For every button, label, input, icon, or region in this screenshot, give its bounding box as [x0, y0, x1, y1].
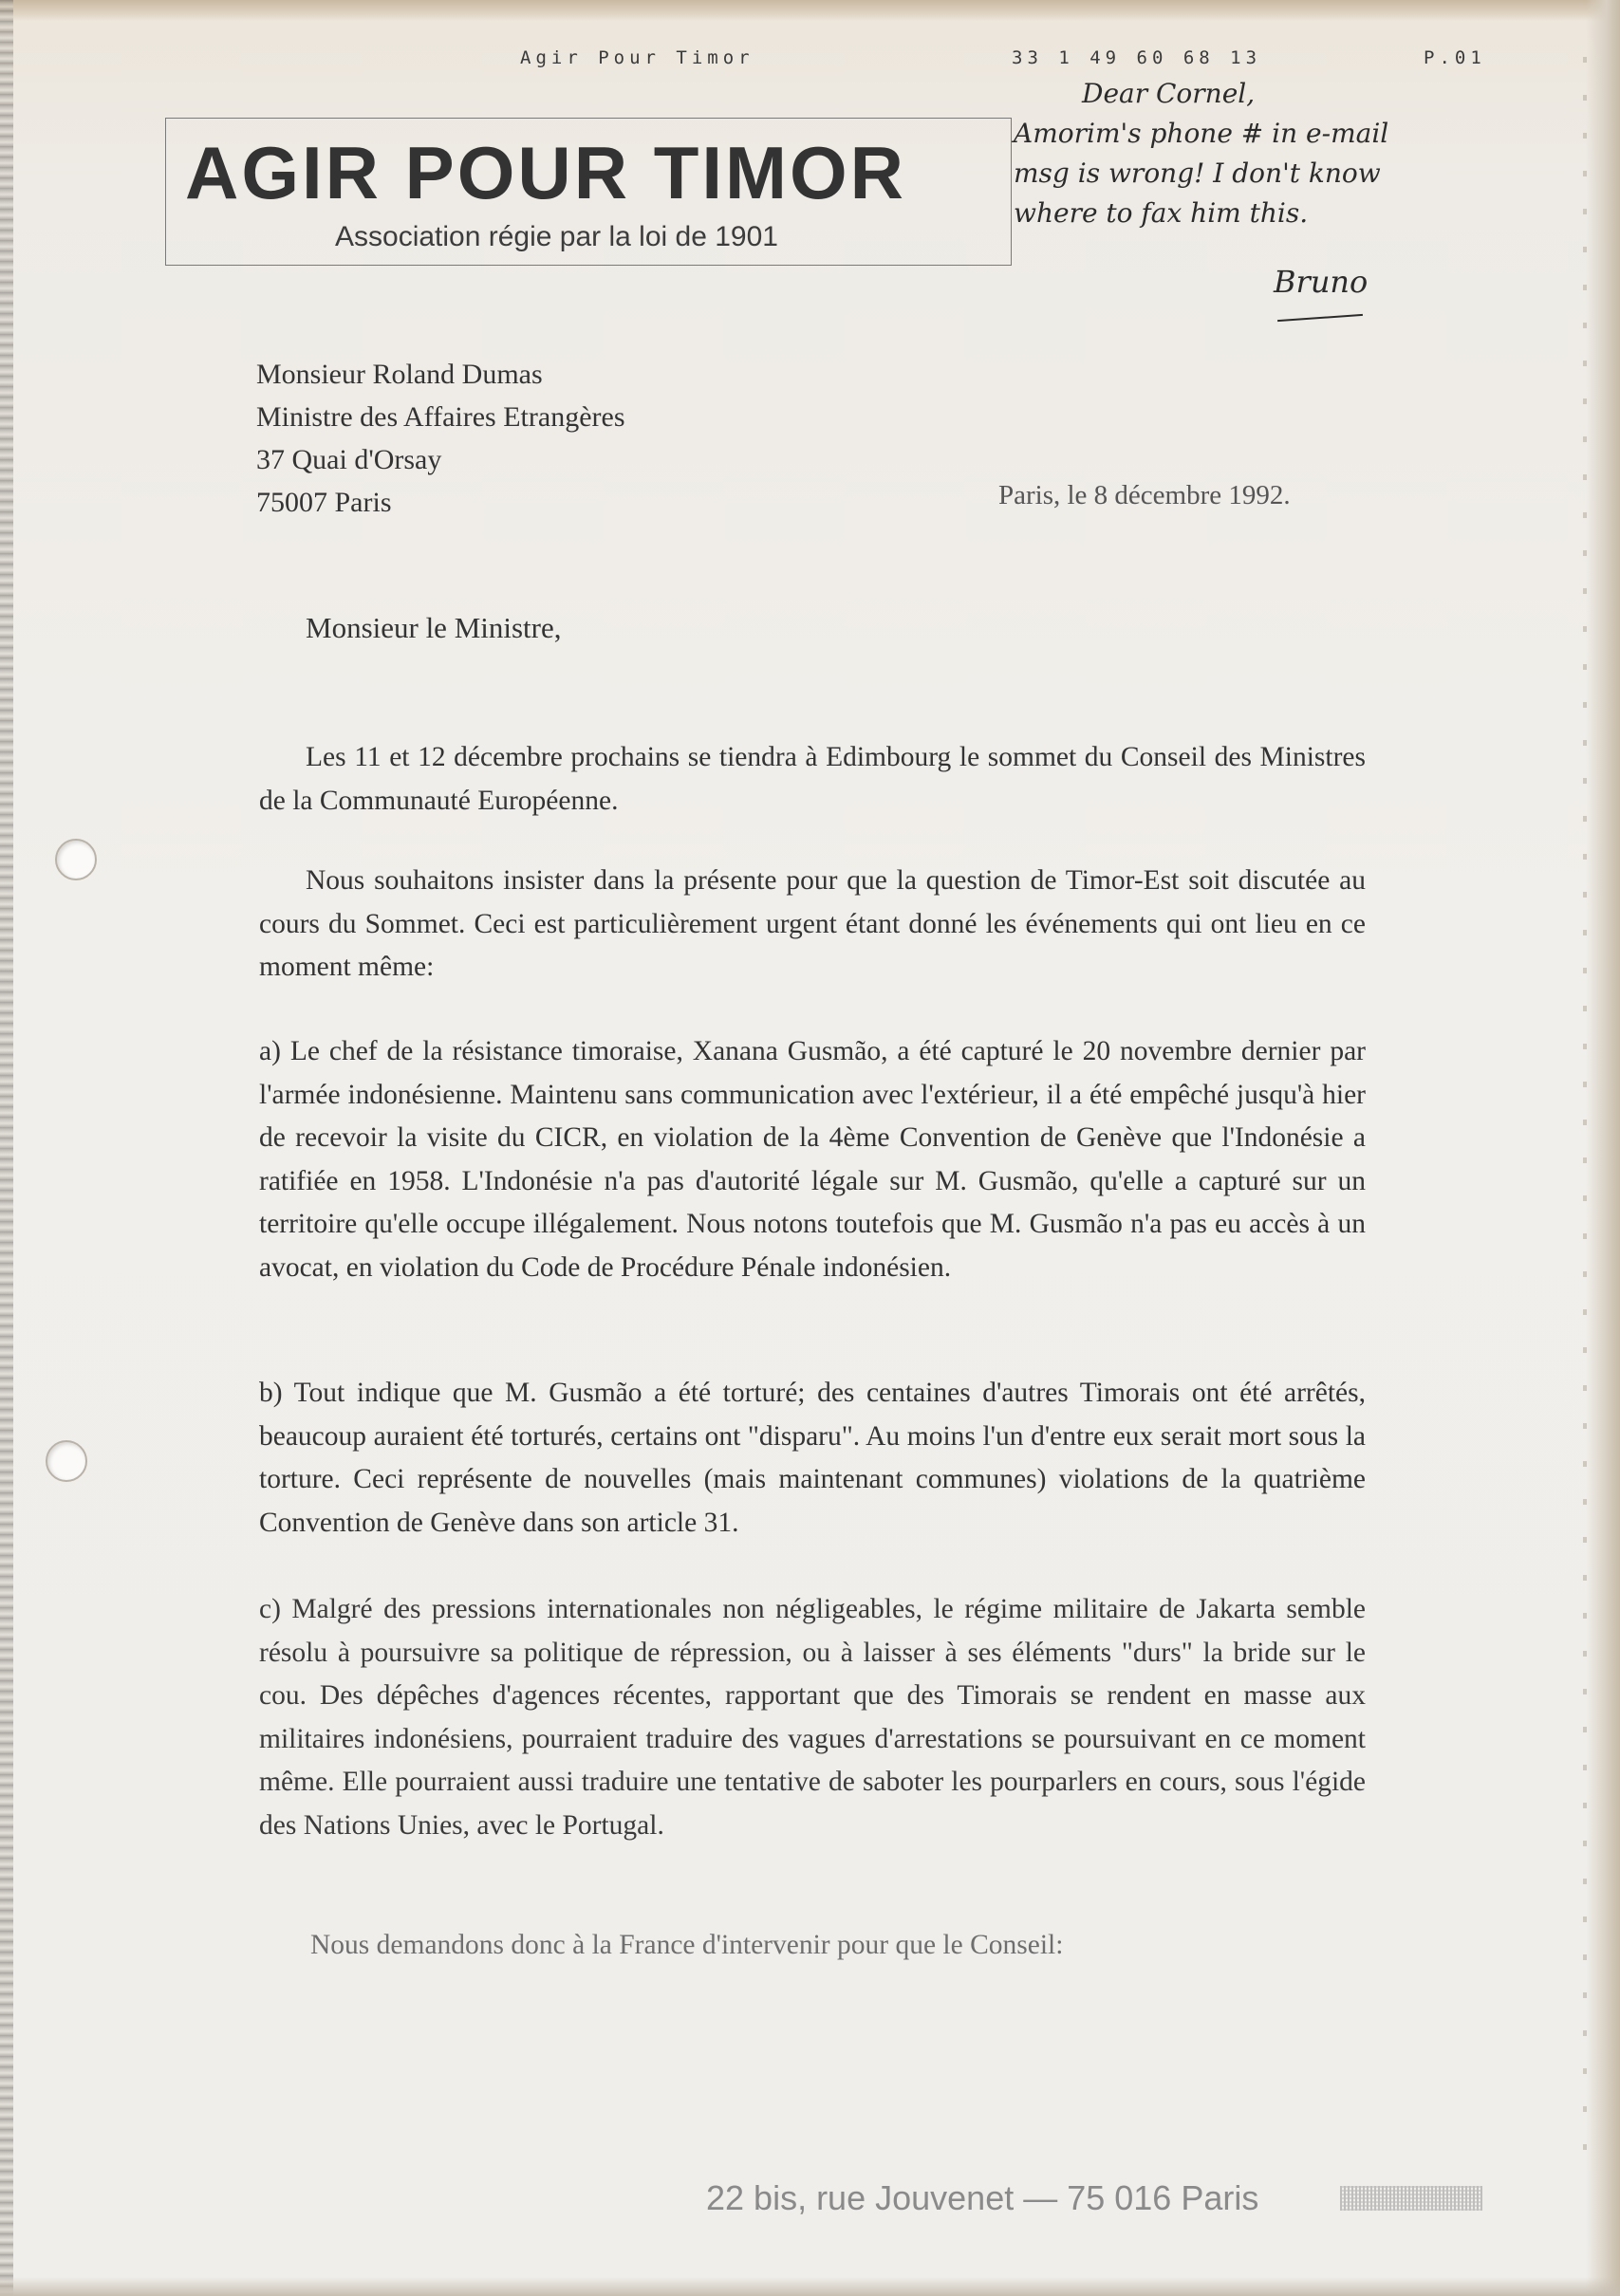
recipient-address — [256, 353, 826, 524]
handwritten-line: Dear Cornel, — [1082, 78, 1256, 109]
footer-address: 22 bis, rue Jouvenet — 75 016 Paris — [706, 2178, 1259, 2217]
letterhead-box — [165, 118, 1012, 266]
punch-hole-lower — [46, 1440, 87, 1482]
recipient-line: Ministre des Affaires Etrangères — [256, 401, 625, 433]
body-paragraph-final: Nous demandons donc à la France d'intervenir pour que le Conseil: — [310, 1930, 1064, 1960]
body-paragraph-a: a) Le chef de la résistance timoraise, Xanana Gusmão, a été capturé le 20 novembre dernier par l'armée indonésienne. Maintenu sans communication avec l'extérieur, il a été empêché jusqu'à hier de recevoir la visite du CICR, en violation de la 4ème Convention de Genève que l'Indonésie a ratifiée en 1958. L'Indonésie n'a pas d'autorité légale sur M. Gusmão, qu'elle a capturé sur un territoire qu'elle occupe illégalement. Nous notons toutefois que M. Gusmão n'a pas eu accès à un avocat, en violation du Code de Procédure Pénale indonésien. — [259, 1036, 1366, 1283]
salutation: Monsieur le Ministre, — [306, 611, 562, 644]
letter-date: Paris, le 8 décembre 1992. — [998, 480, 1291, 510]
right-margin-marks — [1583, 57, 1587, 2182]
recipient-line: Monsieur Roland Dumas — [256, 359, 543, 390]
handwritten-line: Amorim's phone # in e-mail — [1014, 118, 1389, 149]
recipient-line: 37 Quai d'Orsay — [256, 444, 442, 475]
body-paragraph-b: b) Tout indique que M. Gusmão a été torturé; des centaines d'autres Timorais ont été arrêtés, beaucoup auraient été torturés, certains ont "disparu". Au moins l'un d'entre eux serait mort sous la torture. Ceci représente de nouvelles (mais maintenant communes) violations de la quatrième Convention de Genève dans son article 31. — [259, 1378, 1366, 1538]
fax-header — [0, 47, 1620, 76]
paper-right-edge — [1586, 0, 1620, 2296]
paper-top-band — [0, 0, 1620, 21]
paper-bottom-edge — [0, 2277, 1620, 2296]
footer-pattern — [1340, 2186, 1482, 2211]
body-paragraph-1: Les 11 et 12 décembre prochains se tiendra à Edimbourg le sommet du Conseil des Ministres de la Communauté Européenne. — [259, 742, 1366, 816]
organization-subtitle: Association régie par la loi de 1901 — [335, 221, 778, 252]
recipient-line: 75007 Paris — [256, 487, 392, 518]
fax-sender: Agir Pour Timor — [520, 47, 754, 68]
fax-page-number: P.01 — [1424, 47, 1486, 68]
paper-left-edge — [0, 0, 13, 2296]
organization-name: AGIR POUR TIMOR — [185, 131, 906, 214]
handwritten-line: where to fax him this. — [1014, 197, 1309, 229]
punch-hole-upper — [55, 839, 97, 880]
handwritten-line: msg is wrong! I don't know — [1014, 157, 1381, 189]
body-paragraph-c: c) Malgré des pressions internationales non négligeables, le régime militaire de Jakarta semble résolu à poursuivre sa politique de répression, ou à laisser à ses éléments "durs" la bride sur le cou. Des dépêches d'agences récentes, rapportant que des Timorais se rendent en masse aux militaires indonésiens, pourraient traduire des vagues d'arrestations se poursuivant en ce moment même. Elle pourraient aussi traduire une tentative de saboter les pourparlers en cours, sous l'égide des Nations Unies, avec le Portugal. — [259, 1594, 1366, 1841]
handwritten-note — [1014, 74, 1526, 330]
body-paragraph-2: Nous souhaitons insister dans la présente pour que la question de Timor-Est soit discutée au cours du Sommet. Ceci est particulièrement urgent étant donné les événements qui ont lieu en ce moment même: — [259, 865, 1366, 982]
handwritten-signature: Bruno — [1274, 264, 1369, 300]
fax-phone: 33 1 49 60 68 13 — [1012, 47, 1262, 68]
